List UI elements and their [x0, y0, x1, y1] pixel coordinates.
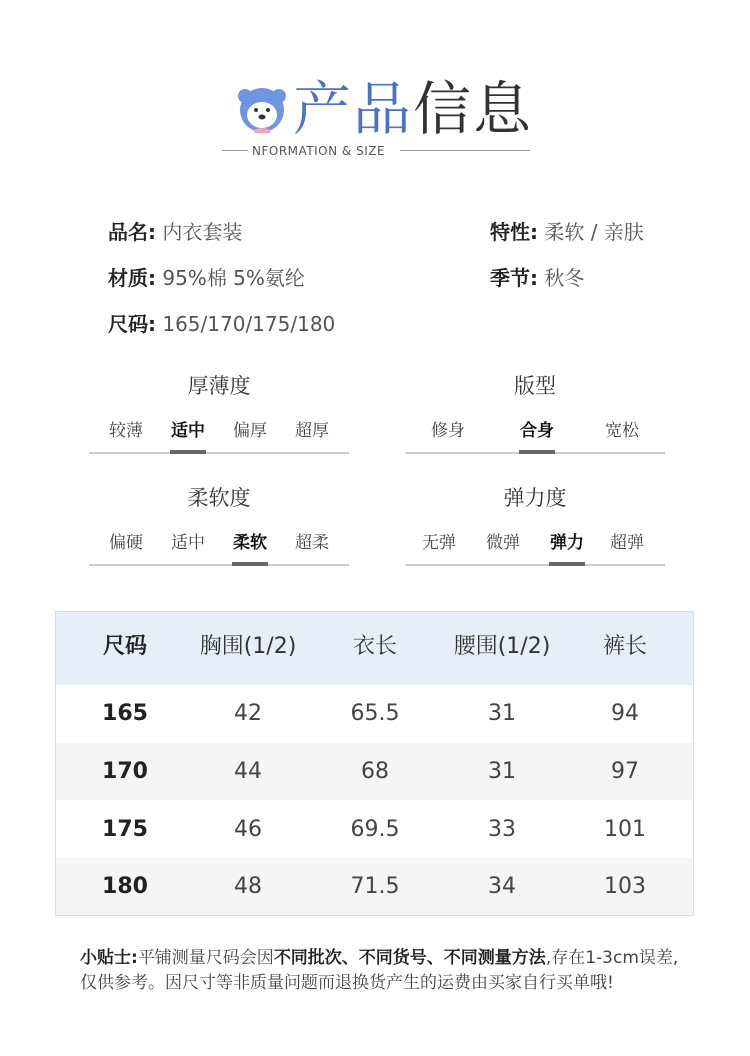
table-cell: 165	[102, 701, 148, 726]
table-cell: 65.5	[350, 701, 400, 726]
scale-option: 宽松	[605, 421, 639, 441]
table-cell: 48	[234, 874, 262, 899]
scale-softness	[89, 484, 349, 568]
scale-option: 超厚	[295, 421, 329, 441]
scale-option: 微弹	[486, 533, 520, 553]
scale-option: 适中	[171, 421, 205, 441]
table-header-cell: 胸围(1/2)	[199, 634, 297, 659]
scale-thickness	[89, 372, 349, 456]
scale-option: 偏硬	[109, 533, 143, 553]
scale-baseline	[89, 564, 349, 566]
table-cell: 170	[102, 759, 148, 784]
scale-option: 超柔	[295, 533, 329, 553]
title-accent: 产品	[293, 75, 414, 143]
scale-elasticity	[405, 484, 665, 568]
page-title	[293, 74, 533, 144]
scale-selected-marker	[170, 450, 206, 454]
scale-option: 弹力	[550, 533, 584, 553]
scale-option: 无弹	[422, 533, 456, 553]
scale-option: 适中	[171, 533, 205, 553]
table-cell: 31	[488, 759, 516, 784]
table-row	[56, 858, 693, 915]
scale-option: 柔软	[233, 533, 267, 553]
info-feature: 特性: 柔软 / 亲肤	[490, 220, 644, 244]
table-cell: 175	[102, 817, 148, 842]
scale-title: 柔软度	[187, 486, 251, 510]
table-cell: 71.5	[350, 874, 400, 899]
table-cell: 180	[102, 874, 148, 899]
scale-baseline	[405, 564, 665, 566]
table-header-cell: 衣长	[352, 634, 398, 659]
table-cell: 68	[361, 759, 389, 784]
table-cell: 97	[611, 759, 639, 784]
table-cell: 44	[234, 759, 262, 784]
scale-option: 合身	[520, 421, 554, 441]
table-cell: 33	[488, 817, 516, 842]
divider-left	[222, 150, 248, 151]
scale-fit	[405, 372, 665, 456]
divider-right	[400, 150, 530, 151]
scale-option: 修身	[431, 421, 465, 441]
table-header-cell: 裤长	[602, 634, 648, 659]
scale-option: 偏厚	[233, 421, 267, 441]
tip-text: 平铺测量尺码会因	[137, 948, 274, 968]
scale-option: 超弹	[610, 533, 644, 553]
tip-label: 小贴士:	[80, 948, 138, 968]
scale-selected-marker	[549, 562, 585, 566]
table-cell: 94	[611, 701, 639, 726]
tip-emphasis: 不同批次、不同货号、不同测量方法	[273, 948, 546, 968]
table-header-cell: 腰围(1/2)	[453, 634, 551, 659]
scale-title: 弹力度	[503, 486, 567, 510]
table-row	[56, 801, 693, 858]
table-header-cell: 尺码	[102, 634, 148, 659]
table-cell: 34	[488, 874, 516, 899]
table-cell: 42	[234, 701, 262, 726]
table-header	[56, 612, 693, 685]
table-cell: 101	[604, 817, 646, 842]
table-row	[56, 743, 693, 800]
size-tip	[80, 946, 680, 996]
title-rest: 信息	[413, 75, 534, 143]
bear-logo-icon	[236, 86, 288, 134]
info-season: 季节: 秋冬	[490, 266, 585, 290]
table-cell: 31	[488, 701, 516, 726]
scale-baseline	[89, 452, 349, 454]
scale-title: 版型	[514, 374, 556, 398]
scale-option: 较薄	[109, 421, 143, 441]
table-cell: 103	[604, 874, 646, 899]
info-name: 品名: 内衣套装	[108, 220, 243, 244]
table-cell: 46	[234, 817, 262, 842]
page-subtitle: NFORMATION & SIZE	[252, 144, 386, 158]
scale-title: 厚薄度	[187, 374, 251, 398]
info-material: 材质: 95%棉 5%氨纶	[108, 266, 305, 290]
scale-selected-marker	[232, 562, 268, 566]
table-row	[56, 685, 693, 742]
size-table	[55, 611, 694, 916]
table-cell: 69.5	[350, 817, 400, 842]
tip-text-rest: ,存在1-3cm误差,仅供参考。因尺寸等非质量问题而退换货产生的运费由买家自行买单哦!	[80, 948, 679, 993]
info-size: 尺码: 165/170/175/180	[108, 312, 336, 336]
scale-selected-marker	[519, 450, 555, 454]
